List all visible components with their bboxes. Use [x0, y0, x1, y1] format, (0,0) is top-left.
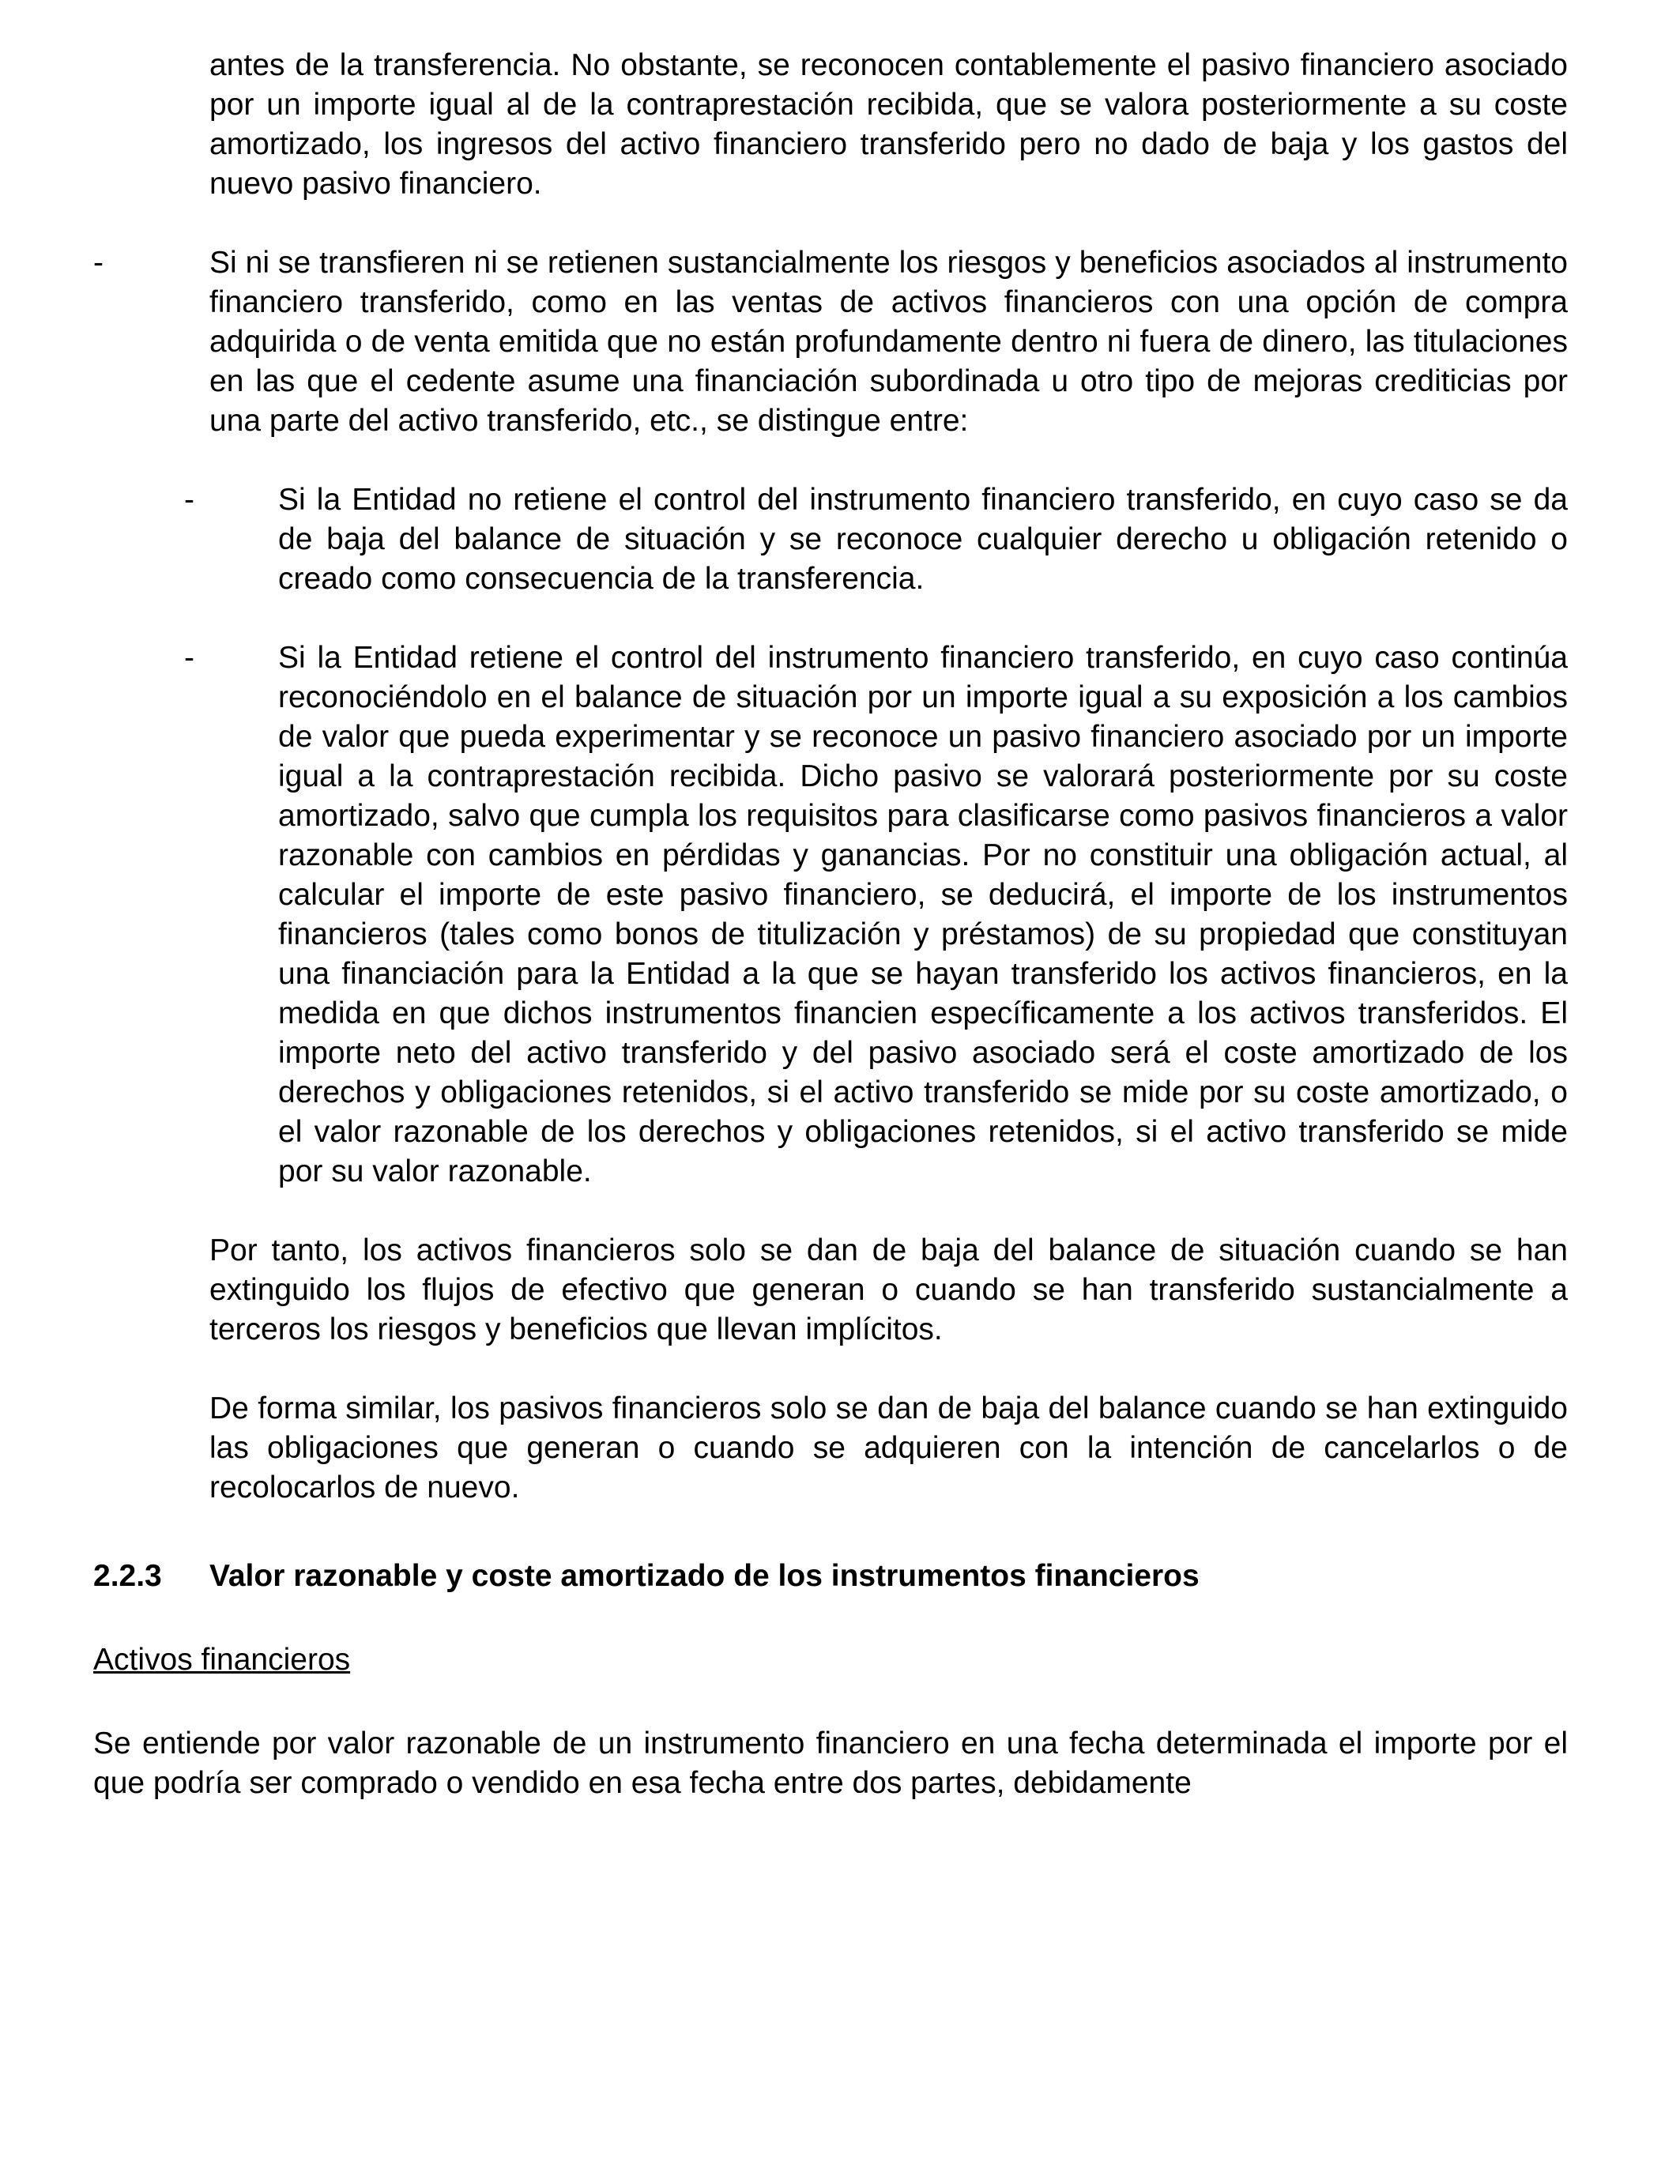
paragraph-valor-razonable-definition: Se entiende por valor razonable de un instrumento financiero en una fecha determinada el importe por el que podría ser comprado o vendido en esa fecha entre dos partes, debidamente — [93, 1726, 1568, 1800]
dash-marker: - — [93, 246, 104, 280]
sub-bullet-text: Si la Entidad no retiene el control del instrumento financiero transferido, en cuyo caso se da de baja del balance de situación y se reconoce cualquier derecho u obligación retenido o creado como consecuencia de la transferencia. — [278, 483, 1568, 596]
subsection-heading-activos-financieros: Activos financieros — [93, 1643, 351, 1677]
section-heading — [93, 1557, 1568, 1596]
paragraph-transfer-continuation: antes de la transferencia. No obstante, se reconocen contablemente el pasivo financiero asociado por un importe igual al de la contraprestación recibida, que se valora posteriormente a su coste amortizado, los ingresos del activo financiero transferido pero no dado de baja y los gastos del nuevo pasivo financiero. — [209, 48, 1568, 201]
section-title: Valor razonable y coste amortizado de los instrumentos financieros — [209, 1559, 1200, 1593]
paragraph-de-forma-similar: De forma similar, los pasivos financieros solo se dan de baja del balance cuando se han extinguido las obligaciones que generan o cuando se adquieren con la intención de cancelarlos o de recolocarlos de nuevo. — [209, 1391, 1568, 1504]
sub-bullet-text: Si la Entidad retiene el control del instrumento financiero transferido, en cuyo caso continúa reconociéndolo en el balance de situación por un importe igual a su exposición a los cambios de valor que pueda experimentar y se reconoce un pasivo financiero asociado por un importe igual a la contraprestación recibida. Dicho pasivo se valorará posteriormente por su coste amortizado, salvo que cumpla los requisitos para clasificarse como pasivos financieros a valor razonable con cambios en pérdidas y ganancias. Por no constituir una obligación actual, al calcular el importe de este pasivo financiero, se deducirá, el importe de los instrumentos financieros (tales como bonos de titulización y préstamos) de su propiedad que constituyan una financiación para la Entidad a la que se hayan transferido los activos financieros, en la medida en que dichos instrumentos financien específicamente a los activos transferidos. El importe neto del activo transferido y del pasivo asociado será el coste amortizado de los derechos y obligaciones retenidos, si el activo transferido se mide por su coste amortizado, o el valor razonable de los derechos y obligaciones retenidos, si el activo transferido se mide por su valor razonable. — [278, 641, 1568, 1188]
paragraph-por-tanto: Por tanto, los activos financieros solo se dan de baja del balance de situación cuando se han extinguido los flujos de efectivo que generan o cuando se han transferido sustancialmente a terceros los riesgos y beneficios que llevan implícitos. — [209, 1233, 1568, 1346]
dash-marker: - — [184, 483, 194, 517]
dash-marker: - — [184, 641, 194, 675]
sub-bullet-no-control — [93, 480, 1568, 599]
bullet-item-transfer-neither — [93, 243, 1568, 441]
section-number: 2.2.3 — [93, 1559, 162, 1593]
sub-bullet-retains-control — [93, 638, 1568, 1192]
bullet-text: Si ni se transfieren ni se retienen sustancialmente los riesgos y beneficios asociados al instrumento financiero transferido, como en las ventas de activos financieros con una opción de compra adquirida o de venta emitida que no están profundamente dentro ni fuera de dinero, las titulaciones en las que el cedente asume una financiación subordinada u otro tipo de mejoras crediticias por una parte del activo transferido, etc., se distingue entre: — [209, 246, 1568, 438]
